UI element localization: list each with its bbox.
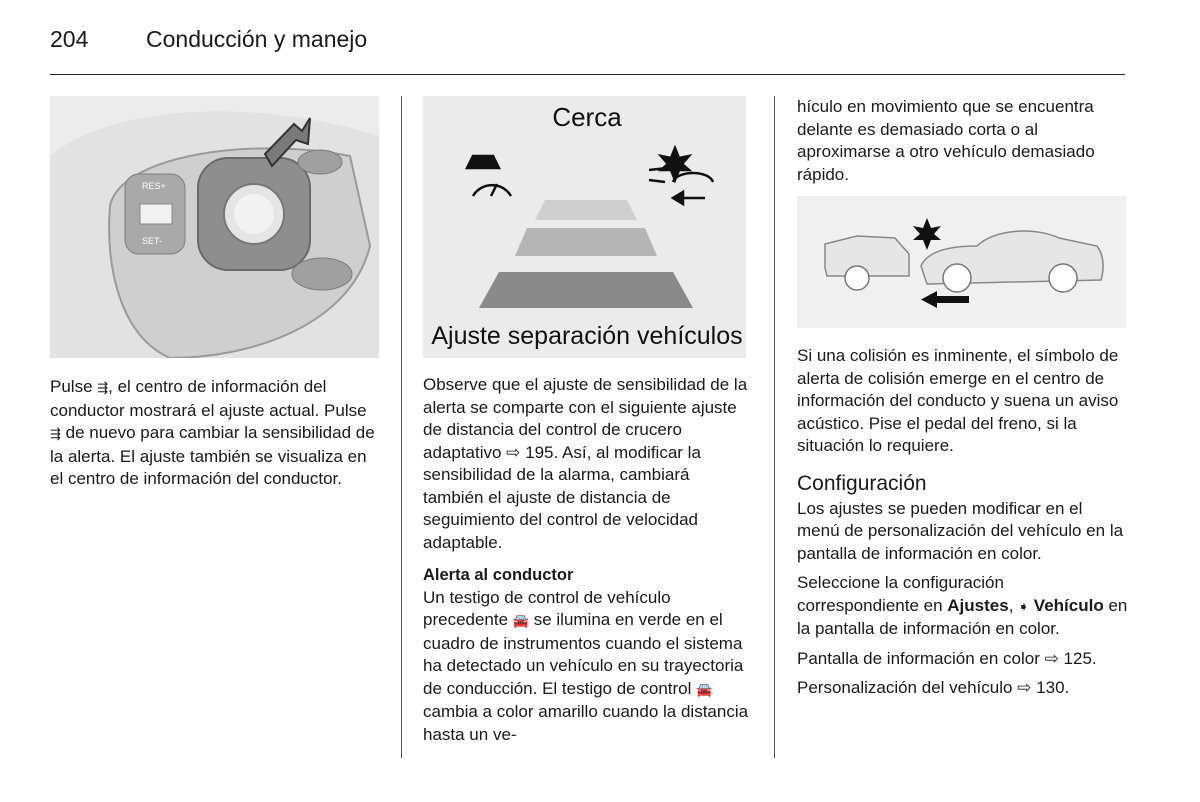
distance-setting-label: Cerca bbox=[552, 102, 622, 132]
distance-button-icon: ⇶ bbox=[50, 426, 61, 441]
page-number: 204 bbox=[50, 26, 89, 52]
reference-color-display: Pantalla de información en color ⇨ 125. bbox=[797, 648, 1097, 668]
vehicle-ahead-icon bbox=[467, 156, 511, 196]
paragraph-continued: hículo en movimiento que se encuentra delante es demasiado corta o al aproximarse a otro vehículo demasiado rápido. bbox=[797, 97, 1095, 184]
res-label: RES+ bbox=[142, 181, 166, 191]
heading-configuracion: Configuración bbox=[797, 471, 927, 495]
menu-ajustes: Ajustes bbox=[947, 595, 1009, 615]
column-divider-1 bbox=[401, 96, 402, 758]
set-label: SET- bbox=[142, 236, 163, 246]
paragraph-driver-alert: Un testigo de control de vehículo precedente 🚘 se ilumina en verde en el cuadro de instrumentos cuando el sistema ha detectado un vehículo en su trayectoria de conducción. El testigo de control 🚘 cambia a color amarillo cuando la distancia hasta un ve- bbox=[423, 587, 749, 744]
steering-wheel-figure bbox=[50, 96, 379, 358]
page-header bbox=[50, 26, 367, 53]
collision-star-icon bbox=[913, 218, 941, 250]
backward-arrow-icon bbox=[921, 291, 969, 308]
distance-button-icon: ⇶ bbox=[97, 380, 109, 395]
header-rule bbox=[50, 74, 1125, 75]
page-title: Conducción y manejo bbox=[146, 26, 368, 52]
column-3-body bbox=[797, 345, 1129, 707]
menu-vehiculo: Vehículo bbox=[1033, 595, 1104, 615]
paragraph-pulse: Pulse ⇶, el centro de información del conductor mostrará el ajuste actual. Pulse ⇶ de nuevo para cambiar la sensibilidad de la alerta. El ajuste también se visualiza en el centro de información del conductor. bbox=[50, 377, 375, 488]
display-figure bbox=[423, 96, 746, 358]
paragraph-settings: Los ajustes se pueden modificar en el menú de personalización del vehículo en la pantalla de información en color. bbox=[797, 498, 1124, 563]
paragraph-collision: Si una colisión es inminente, el símbolo de alerta de colisión emerge en el centro de información del conducto y suena un aviso acústico. Pise el pedal del freno, si la situación lo requiere. bbox=[797, 346, 1119, 455]
display-caption: Ajuste separación vehículos bbox=[431, 322, 743, 350]
column-3 bbox=[797, 96, 1129, 193]
vehicle-ahead-icon: 🚘 bbox=[696, 681, 713, 697]
collision-figure bbox=[797, 196, 1126, 328]
paragraph-sensitivity: Observe que el ajuste de sensibilidad de la alerta se comparte con el siguiente ajuste de distancia del control de crucero adaptativo ⇨ 195. Así, al modificar la sensibilidad de la alarma, cambiará también el ajuste de distancia de seguimiento del control de velocidad adaptable. bbox=[423, 375, 748, 552]
column-divider-2 bbox=[774, 96, 775, 758]
vehicle-ahead-icon: 🚘 bbox=[512, 613, 529, 628]
menu-arrow-icon: ➧ bbox=[1018, 598, 1030, 614]
reference-personalization: Personalización del vehículo ⇨ 130. bbox=[797, 678, 1070, 697]
paragraph-select: Seleccione la configuración correspondiente en Ajustes, ➧ Vehículo en la pantalla de información en color. bbox=[797, 573, 1128, 638]
collision-warning-icon bbox=[649, 148, 713, 204]
subheading-driver-alert: Alerta al conductor bbox=[423, 566, 574, 584]
column-1 bbox=[50, 376, 382, 498]
column-2 bbox=[423, 374, 753, 753]
